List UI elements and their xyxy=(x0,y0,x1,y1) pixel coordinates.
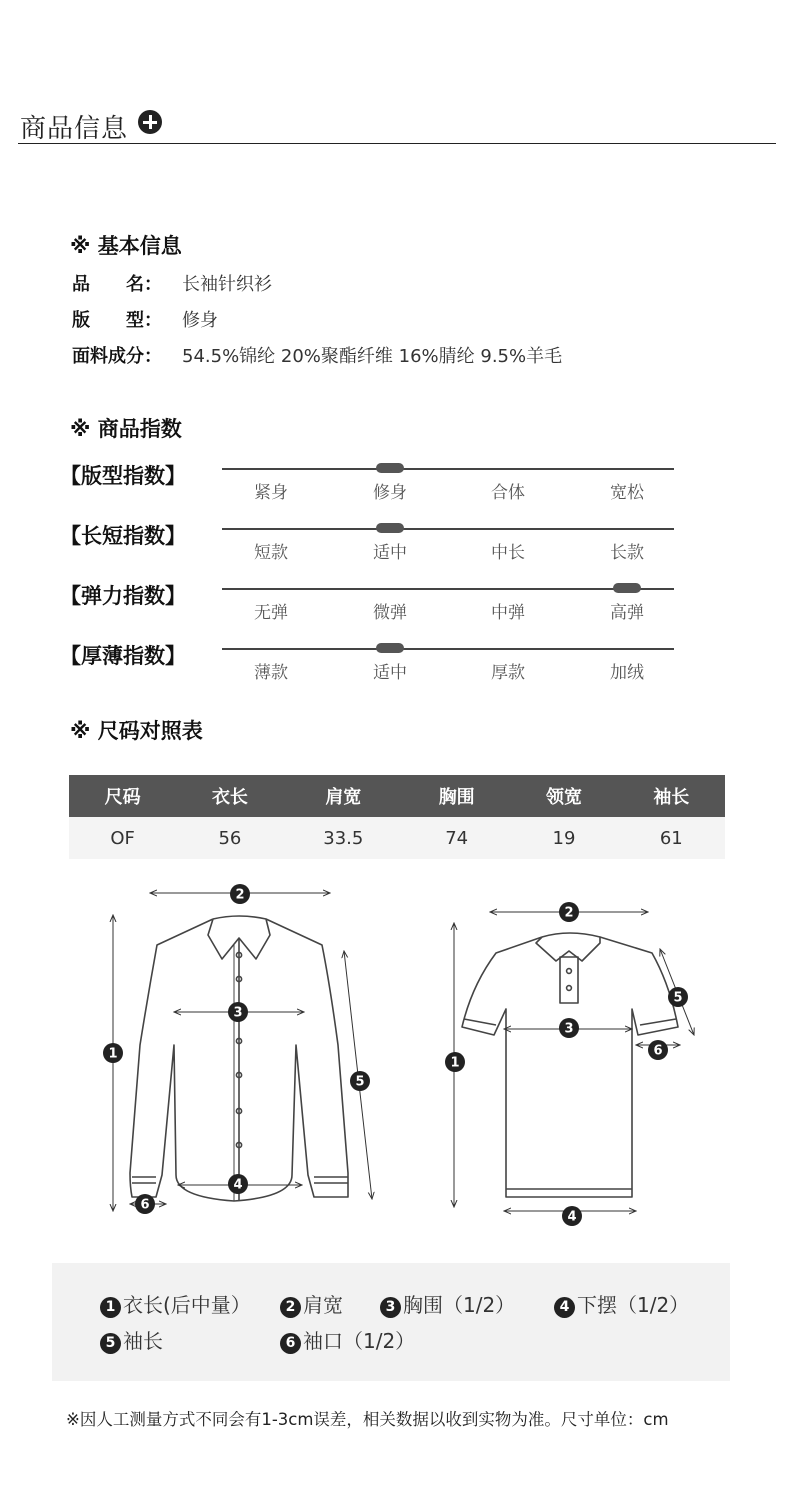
index-option: 厚款 xyxy=(491,663,525,683)
svg-text:6: 6 xyxy=(140,1197,150,1213)
index-row-fit xyxy=(60,460,680,510)
legend-text: 袖长 xyxy=(123,1329,163,1353)
svg-text:3: 3 xyxy=(233,1005,243,1021)
svg-text:6: 6 xyxy=(653,1043,663,1059)
size-cell: 33.5 xyxy=(284,817,403,859)
measurement-legend xyxy=(52,1263,730,1381)
index-option: 宽松 xyxy=(610,483,644,503)
index-option: 适中 xyxy=(373,543,407,563)
marker-3 xyxy=(228,1002,248,1022)
svg-text:5: 5 xyxy=(355,1074,365,1090)
index-option: 修身 xyxy=(373,483,407,503)
size-cell: 74 xyxy=(403,817,510,859)
size-table-header: 肩宽 xyxy=(284,775,403,817)
info-label: 版 型： xyxy=(72,310,162,331)
index-marker xyxy=(376,643,404,653)
polo-marker-3 xyxy=(559,1018,579,1038)
size-table-header: 胸围 xyxy=(403,775,510,817)
info-row-fabric xyxy=(72,342,562,368)
number-1-icon: 1 xyxy=(100,1297,121,1318)
svg-text:2: 2 xyxy=(235,887,245,903)
number-4-icon: 4 xyxy=(554,1297,575,1318)
index-option: 短款 xyxy=(254,543,288,563)
index-label: 【弹力指数】 xyxy=(60,584,186,608)
legend-item xyxy=(100,1325,163,1354)
size-table-header: 领宽 xyxy=(510,775,617,817)
size-table-header: 尺码 xyxy=(69,775,176,817)
size-cell: 61 xyxy=(618,817,725,859)
number-5-icon: 5 xyxy=(100,1333,121,1354)
size-cell: OF xyxy=(69,817,176,859)
number-3-icon: 3 xyxy=(380,1297,401,1318)
measurement-diagram xyxy=(90,875,710,1235)
polo-marker-6 xyxy=(648,1040,668,1060)
index-track xyxy=(222,588,674,590)
product-index-title: ※ 商品指数 xyxy=(70,417,182,441)
svg-text:2: 2 xyxy=(564,905,574,921)
size-chart-title: ※ 尺码对照表 xyxy=(70,719,203,743)
page-title: 商品信息 xyxy=(20,114,129,144)
svg-text:4: 4 xyxy=(233,1177,243,1193)
info-row-fit xyxy=(72,306,218,332)
index-row-thickness xyxy=(60,640,680,690)
legend-item xyxy=(280,1289,343,1318)
basic-info-title: ※ 基本信息 xyxy=(70,234,182,258)
index-option: 紧身 xyxy=(254,483,288,503)
page-header xyxy=(18,104,776,144)
index-option: 中弹 xyxy=(491,603,525,623)
index-option: 无弹 xyxy=(254,603,288,623)
index-option: 薄款 xyxy=(254,663,288,683)
legend-text: 肩宽 xyxy=(303,1293,343,1317)
polo-illustration xyxy=(462,933,678,1197)
polo-marker-5 xyxy=(668,987,688,1007)
index-option: 微弹 xyxy=(373,603,407,623)
legend-item xyxy=(100,1289,251,1318)
index-row-stretch xyxy=(60,580,680,630)
marker-2 xyxy=(230,884,250,904)
svg-text:4: 4 xyxy=(567,1209,577,1225)
info-label: 品 名： xyxy=(72,274,162,295)
index-option: 高弹 xyxy=(610,603,644,623)
index-marker xyxy=(376,523,404,533)
polo-marker-4 xyxy=(562,1206,582,1226)
marker-4 xyxy=(228,1174,248,1194)
index-track xyxy=(222,468,674,470)
index-marker xyxy=(613,583,641,593)
index-track xyxy=(222,528,674,530)
size-cell: 56 xyxy=(176,817,283,859)
legend-text: 袖口（1/2） xyxy=(303,1329,416,1353)
size-table-header: 袖长 xyxy=(618,775,725,817)
svg-text:5: 5 xyxy=(673,990,683,1006)
index-option: 加绒 xyxy=(610,663,644,683)
marker-6 xyxy=(135,1194,155,1214)
legend-item xyxy=(380,1289,515,1318)
plus-circle-icon xyxy=(138,110,162,134)
legend-text: 下摆（1/2） xyxy=(577,1293,690,1317)
index-option: 中长 xyxy=(491,543,525,563)
index-track xyxy=(222,648,674,650)
svg-text:1: 1 xyxy=(450,1055,460,1071)
index-label: 【版型指数】 xyxy=(60,464,186,488)
index-label: 【厚薄指数】 xyxy=(60,644,186,668)
marker-5 xyxy=(350,1071,370,1091)
svg-text:1: 1 xyxy=(108,1046,118,1062)
size-cell: 19 xyxy=(510,817,617,859)
index-option: 合体 xyxy=(491,483,525,503)
info-value: 长袖针织衫 xyxy=(182,274,272,295)
legend-item xyxy=(280,1325,415,1354)
polo-marker-1 xyxy=(445,1052,465,1072)
info-label: 面料成分： xyxy=(72,346,162,367)
size-table xyxy=(69,775,725,859)
svg-text:3: 3 xyxy=(564,1021,574,1037)
legend-item xyxy=(554,1289,689,1318)
index-option: 长款 xyxy=(610,543,644,563)
number-2-icon: 2 xyxy=(280,1297,301,1318)
info-value: 54.5%锦纶 20%聚酯纤维 16%腈纶 9.5%羊毛 xyxy=(182,346,563,367)
info-value: 修身 xyxy=(182,310,218,331)
size-table-header-row xyxy=(69,775,725,817)
measurement-footnote: ※因人工测量方式不同会有1-3cm误差，相关数据以收到实物为准。尺寸单位：cm xyxy=(66,1410,669,1429)
number-6-icon: 6 xyxy=(280,1333,301,1354)
polo-marker-2 xyxy=(559,902,579,922)
index-label: 【长短指数】 xyxy=(60,524,186,548)
shirt-illustration xyxy=(130,916,348,1201)
table-row xyxy=(69,817,725,859)
index-option: 适中 xyxy=(373,663,407,683)
size-table-header: 衣长 xyxy=(176,775,283,817)
index-row-length xyxy=(60,520,680,570)
legend-text: 衣长(后中量） xyxy=(123,1293,251,1317)
info-row-name xyxy=(72,270,272,296)
legend-text: 胸围（1/2） xyxy=(403,1293,516,1317)
marker-1 xyxy=(103,1043,123,1063)
index-marker xyxy=(376,463,404,473)
